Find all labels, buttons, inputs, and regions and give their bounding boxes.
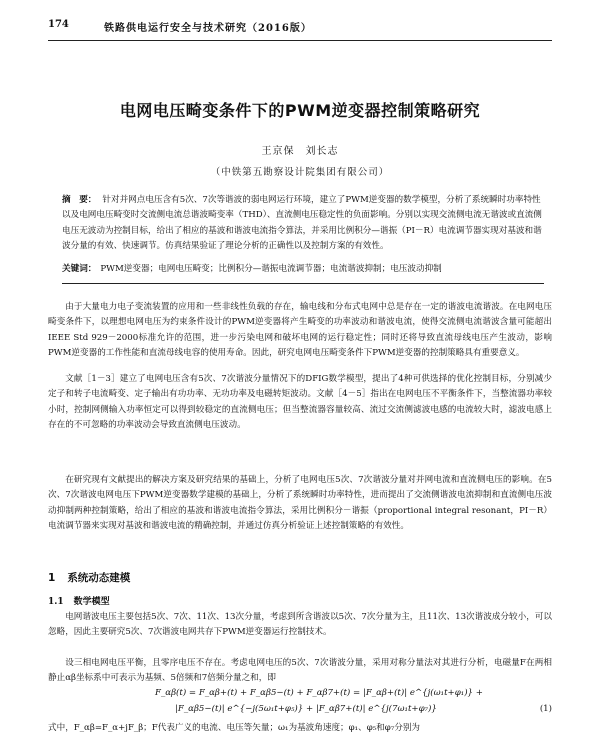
subsection-number: 1.1 <box>48 597 64 607</box>
paragraph-text: 文献［1－3］建立了电网电压含有5次、7次谐波分量情况下的DFIG数学模型，提出了4种可供选择的优化控制目标，分别减少定子和转子电流畸变、定子输出有功功率、无功功率及电磁转矩波动。文献［4－5］指出在电网电压不平衡条件下，当整流器功率较小时，控制网侧输入功率恒定可以得到较稳定的直流侧电压；但当整流器容量较高、流过交流侧滤波电感的电流较大时，滤波电感上存在的不可忽略的功率波动会导致直流侧电压波动。 <box>48 374 552 431</box>
subsection-title: 数学模型 <box>73 597 110 607</box>
paragraph-text: 设三相电网电压平衡，且零序电压不存在。考虑电网电压的5次、7次谐波分量，采用对称分量法对其进行分析，电磁量F在两相静止αβ坐标系中可表示为基频、5倍频和7倍频分量之和，即 <box>48 658 552 684</box>
divider <box>62 283 544 284</box>
section-number: 1 <box>48 572 56 584</box>
intro-paragraph-2 <box>48 372 552 434</box>
paragraph-text: 在研究现有文献提出的解决方案及研究结果的基础上，分析了电网电压5次、7次谐波分量对并网电流和直流侧电压的影响。在5次、7次谐波电网电压下PWM逆变器数学建模的基础上，分析了系统瞬时功率特性，进而提出了交流侧谐波电流抑制和直流侧电压波动抑制两种控制策略，给出了相应的基波和谐波电流指令算法，采用比例积分－谐振（proportional integral resonant，PI－R）电流调节器来实现对基波和谐波电流的精确控制，并通过仿真分析验证上述控制策略的有效性。 <box>48 475 552 532</box>
page-number: 174 <box>48 19 69 30</box>
equation-line-1: F_αβ(t) = F_αβ+(t) + F_αβ5−(t) + F_αβ7+(t) = |F_αβ+(t)| e^{j(ω₁t+φ₁)} + <box>155 688 483 698</box>
paragraph-text: 式中，F_αβ=F_α+jF_β；F代表广义的电流、电压等矢量；ω₁为基波角速度；φ₁、φ₅和φ₇分别为 <box>48 723 421 733</box>
abstract <box>62 193 544 255</box>
intro-paragraph-1 <box>48 300 552 362</box>
keywords <box>62 262 544 276</box>
model-paragraph-2 <box>48 656 552 687</box>
abstract-label: 摘 要： <box>62 195 97 205</box>
subsection-heading <box>48 594 110 607</box>
running-header <box>48 14 552 41</box>
paper-title: 电网电压畸变条件下的PWM逆变器控制策略研究 <box>119 101 481 120</box>
keywords-text: PWM逆变器；电网电压畸变；比例积分—谐振电流调节器；电流谐波抑制；电压波动抑制 <box>100 264 442 274</box>
paragraph-text: 由于大量电力电子变流装置的应用和一些非线性负载的存在，输电线和分布式电网中总是存在一定的谐波电流谐波。在电网电压畸变条件下，以理想电网电压为约束条件设计的PWM逆变器将产生畸变的功率波动和谐波电流，使得交流侧电流谐波含量可能超出IEEE Std 929－2000标准允许的范围，进一步污染电网和破坏电网的运行稳定性；同时还将导致直流母线电压产生波动，影响PWM逆变器的工作性能和直流母线电容的使用寿命。因此，研究电网电压畸变条件下PWM逆变器的控制策略具有重要意义。 <box>48 302 552 359</box>
paragraph-text: 电网谐波电压主要包括5次、7次、11次、13次分量，考虑到所含谐波以5次、7次分量为主，且11次、13次谐波成分较小，可以忽略，因此主要研究5次、7次谐波电网共存下PWM逆变器运行控制技术。 <box>48 612 552 638</box>
equation-number: (1) <box>539 704 552 714</box>
intro-paragraph-3 <box>48 473 552 535</box>
equation-line-2: |F_αβ5−(t)| e^{−j(5ω₁t+φ₅)} + |F_αβ7+(t)| e^{j(7ω₁t+φ₇)} <box>175 704 437 714</box>
equation-explanation <box>48 721 552 736</box>
authors: 王京保 刘长志 <box>261 146 339 157</box>
section-title: 系统动态建模 <box>67 572 131 584</box>
abstract-text: 针对并网点电压含有5次、7次等谐波的弱电网运行环境，建立了PWM逆变器的数学模型，分析了系统瞬时功率特性以及电网电压畸变时交流侧电流总谐波畸变率（THD）、直流侧电压稳定性的负面影响。分别以实现交流侧电流无谐波或直流侧电压无波动为控制目标，给出了相应的基波和谐波电流指令算法，并采用比例积分—谐振（PI－R）电流调节器实现对基波和谐波分量的有效、快速调节。仿真结果验证了理论分析的正确性以及控制方案的有效性。 <box>62 195 542 252</box>
keywords-label: 关键词： <box>62 264 97 274</box>
section-heading <box>48 570 130 585</box>
affiliation: （中铁第五勘察设计院集团有限公司） <box>210 167 390 178</box>
model-paragraph-1 <box>48 610 552 641</box>
journal-title: 铁路供电运行安全与技术研究（2016版） <box>104 23 312 34</box>
